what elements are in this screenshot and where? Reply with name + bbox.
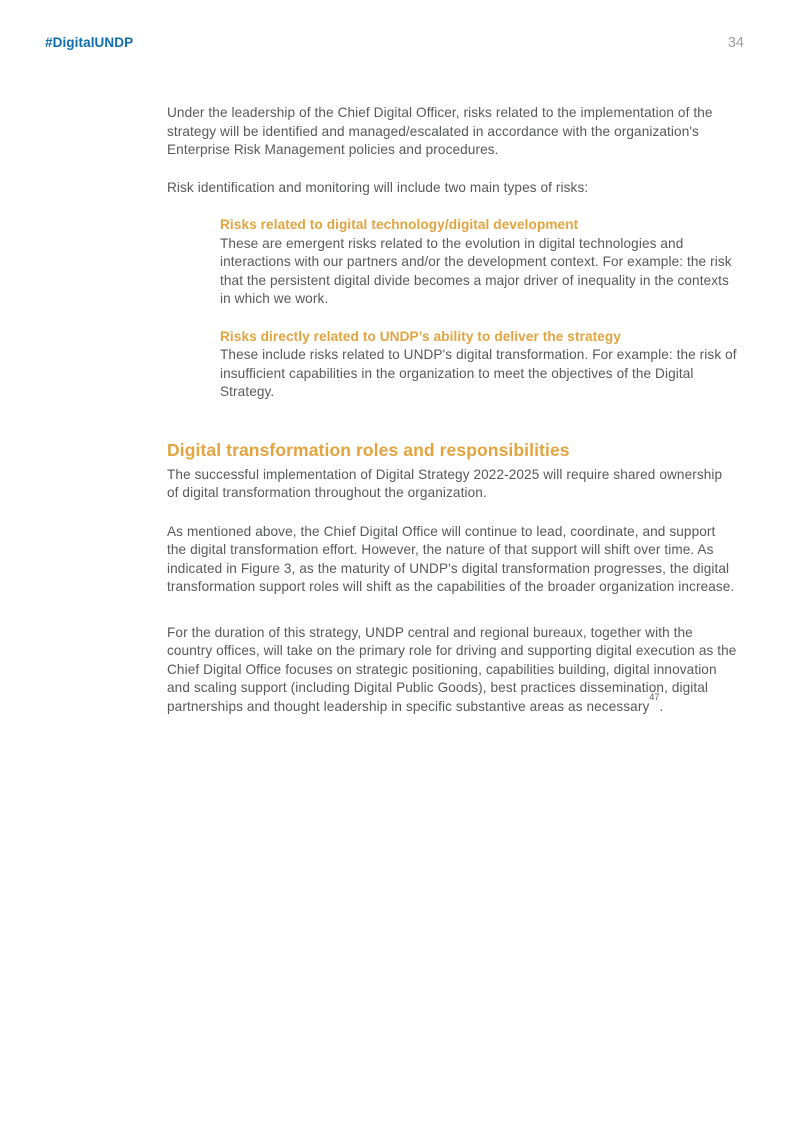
closing-period: . [659, 698, 664, 714]
section-paragraph-3 [167, 624, 737, 717]
page-content [167, 104, 737, 735]
section-paragraph-1: The successful implementation of Digital Strategy 2022-2025 will require shared ownership of digital transformation throughout the organization. [167, 466, 723, 500]
section-paragraph-2: As mentioned above, the Chief Digital Office will continue to lead, coordinate, and support the digital transformation effort. However, the nature of that support will shift over time. As indicated in Figure 3, as the maturity of UNDP's digital transformation progresses, the digital transformation support roles will shift as the capabilities of the broader organization increase. [167, 523, 735, 594]
page-header [45, 35, 744, 51]
footnote-reference: 47 [649, 692, 660, 703]
section-paragraph-3-text: For the duration of this strategy, UNDP central and regional bureaux, together with the country offices, will take on the primary role for driving and supporting digital execution as the Chief Digital Office focuses on strategic positioning, capabilities building, digital innovation and scaling support (including Digital Public Goods), best practices dissemination, digital partnerships and thought leadership in specific substantive areas as necessary [167, 624, 737, 714]
risk-heading-delivery: Risks directly related to UNDP’s ability to deliver the strategy [220, 328, 621, 344]
risk-block-delivery [220, 328, 737, 402]
brand-hashtag: #DigitalUNDP [45, 35, 134, 50]
page-number: 34 [727, 35, 744, 51]
risk-body-technology: These are emergent risks related to the evolution in digital technologies and interactions with our partners and/or the development context. For example: the risk that the persistent digital divide becomes a major driver of inequality in the contexts in which we work. [220, 235, 732, 306]
section-heading: Digital transformation roles and responsibilities [167, 439, 570, 460]
risk-intro-paragraph: Risk identification and monitoring will include two main types of risks: [167, 179, 589, 195]
intro-paragraph: Under the leadership of the Chief Digital Officer, risks related to the implementation of the strategy will be identified and managed/escalated in accordance with the organization's Enterprise Risk Management policies and procedures. [167, 105, 713, 157]
risk-heading-technology: Risks related to digital technology/digital development [220, 217, 579, 232]
risk-body-delivery: These include risks related to UNDP's digital transformation. For example: the risk of insufficient capabilities in the organization to meet the objectives of the Digital Strategy. [220, 347, 737, 399]
risk-block-technology [220, 216, 737, 309]
